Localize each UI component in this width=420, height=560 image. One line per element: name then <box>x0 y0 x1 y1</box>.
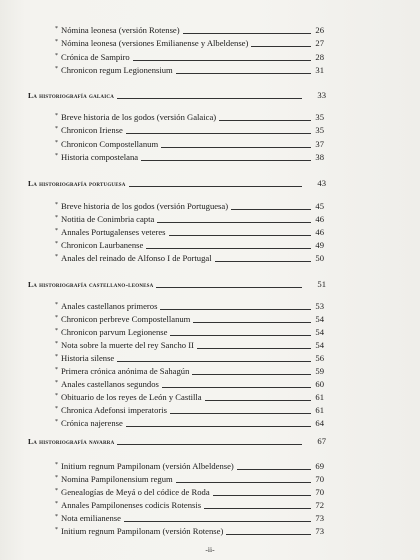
entry-title: Nomina Pampilonensium regum <box>61 474 173 484</box>
toc-entry <box>0 352 420 365</box>
page-ref: 73 <box>315 526 324 536</box>
dot-leader <box>141 160 311 161</box>
page-ref: 28 <box>315 52 324 62</box>
toc-entry <box>0 300 420 313</box>
bullet-marker: * <box>55 315 58 321</box>
entry-title: Crónica de Sampiro <box>61 52 130 62</box>
entry-title: Anales castellanos primeros <box>61 301 158 311</box>
bullet-marker: * <box>55 462 58 468</box>
dot-leader <box>204 508 311 509</box>
bullet-marker: * <box>55 254 58 260</box>
entry-title: Genealogías de Meyá o del códice de Roda <box>61 487 210 497</box>
page-ref: 49 <box>315 240 324 250</box>
entry-title: Chronicon perbreve Compostellanum <box>61 314 191 324</box>
entry-title: Initium regnum Pampilonam (versión Rotense) <box>61 526 224 536</box>
bullet-marker: * <box>55 367 58 373</box>
bullet-marker: * <box>55 53 58 59</box>
entry-title: Chronicon parvum Legionense <box>61 327 168 337</box>
dot-leader <box>170 413 311 414</box>
toc-entry <box>0 213 420 226</box>
toc-entry <box>0 378 420 391</box>
entry-title: Chronica Adefonsi imperatoris <box>61 405 167 415</box>
page-ref: 64 <box>315 418 324 428</box>
section-title: La historiografía castellano-leonesa <box>28 280 154 289</box>
dot-leader <box>156 287 302 288</box>
toc-entry <box>0 512 420 525</box>
bullet-marker: * <box>55 113 58 119</box>
page-ref: 38 <box>315 152 324 162</box>
bullet-marker: * <box>55 501 58 507</box>
page-ref: 70 <box>315 474 324 484</box>
dot-leader <box>193 322 311 323</box>
bullet-marker: * <box>55 380 58 386</box>
page-ref: 50 <box>315 253 324 263</box>
page-ref: 54 <box>315 327 324 337</box>
dot-leader <box>161 147 311 148</box>
toc-entry <box>0 473 420 486</box>
bullet-marker: * <box>55 26 58 32</box>
toc-entry <box>0 365 420 378</box>
entry-title: Anales del reinado de Alfonso I de Portugal <box>61 253 212 263</box>
dot-leader <box>162 387 311 388</box>
page-ref: 60 <box>315 379 324 389</box>
toc-entry <box>0 239 420 252</box>
bullet-marker: * <box>55 328 58 334</box>
page-ref: 54 <box>315 340 324 350</box>
page-ref: 45 <box>315 201 324 211</box>
entry-title: Nómina leonesa (versión Rotense) <box>61 25 180 35</box>
dot-leader <box>126 426 311 427</box>
page-ref: 31 <box>315 65 324 75</box>
page-ref: 33 <box>317 90 326 100</box>
dot-leader <box>160 309 311 310</box>
dot-leader <box>205 400 311 401</box>
page-ref: 26 <box>315 25 324 35</box>
toc-entry <box>0 226 420 239</box>
page-ref: 51 <box>317 279 326 289</box>
page-ref: 72 <box>315 500 324 510</box>
dot-leader <box>169 235 311 236</box>
bullet-marker: * <box>55 341 58 347</box>
entry-title: Chronicon regum Legionensium <box>61 65 173 75</box>
dot-leader <box>213 495 311 496</box>
entry-title: Anales castellanos segundos <box>61 379 159 389</box>
toc-entry <box>0 64 420 77</box>
toc-entry <box>0 111 420 124</box>
page-ref: 27 <box>315 38 324 48</box>
bullet-marker: * <box>55 126 58 132</box>
page-ref: 61 <box>315 392 324 402</box>
page-ref: 61 <box>315 405 324 415</box>
toc-entry <box>0 404 420 417</box>
dot-leader <box>215 261 311 262</box>
entry-title: Crónica najerense <box>61 418 123 428</box>
entry-title: Nómina leonesa (versiones Emilianense y Albeldense) <box>61 38 249 48</box>
bullet-marker: * <box>55 202 58 208</box>
toc-entry <box>0 417 420 430</box>
dot-leader <box>219 120 311 121</box>
page-ref: 35 <box>315 125 324 135</box>
toc-entry <box>0 151 420 164</box>
bullet-marker: * <box>55 140 58 146</box>
entry-title: Breve historia de los godos (versión Portuguesa) <box>61 201 229 211</box>
dot-leader <box>126 133 311 134</box>
entry-title: Obituario de los reyes de León y Castilla <box>61 392 202 402</box>
bullet-marker: * <box>55 354 58 360</box>
toc-entry <box>0 37 420 50</box>
bullet-marker: * <box>55 215 58 221</box>
dot-leader <box>176 482 311 483</box>
dot-leader <box>124 521 311 522</box>
section-title: La historiografía navarra <box>28 437 115 446</box>
bullet-marker: * <box>55 241 58 247</box>
entry-title: Nota emilianense <box>61 513 121 523</box>
bullet-marker: * <box>55 228 58 234</box>
dot-leader <box>231 209 311 210</box>
entry-title: Chronicon Iriense <box>61 125 123 135</box>
toc-entry <box>0 252 420 265</box>
toc-entry <box>0 51 420 64</box>
toc-entry <box>0 313 420 326</box>
page-ref: 35 <box>315 112 324 122</box>
entry-title: Chronicon Laurbanense <box>61 240 144 250</box>
dot-leader <box>183 33 311 34</box>
page-ref: 43 <box>317 178 326 188</box>
toc-entry <box>0 499 420 512</box>
dot-leader <box>226 534 311 535</box>
entry-title: Historia silense <box>61 353 115 363</box>
dot-leader <box>157 222 311 223</box>
dot-leader <box>192 374 311 375</box>
bullet-marker: * <box>55 419 58 425</box>
toc-entry <box>0 339 420 352</box>
dot-leader <box>197 348 311 349</box>
toc-section-heading <box>0 177 420 190</box>
toc-entry <box>0 200 420 213</box>
toc-section-heading <box>0 435 420 448</box>
bullet-marker: * <box>55 488 58 494</box>
bullet-marker: * <box>55 302 58 308</box>
page-ref: 54 <box>315 314 324 324</box>
dot-leader <box>117 361 311 362</box>
page-ref: 73 <box>315 513 324 523</box>
toc-entry <box>0 460 420 473</box>
dot-leader <box>176 73 311 74</box>
page-ref: 69 <box>315 461 324 471</box>
page-ref: 59 <box>315 366 324 376</box>
page-ref: 56 <box>315 353 324 363</box>
bullet-marker: * <box>55 66 58 72</box>
dot-leader <box>129 186 302 187</box>
toc-entry <box>0 138 420 151</box>
section-title: La historiografía galaica <box>28 91 115 100</box>
page-number: -ii- <box>205 545 215 554</box>
entry-title: Primera crónica anónima de Sahagún <box>61 366 190 376</box>
page-ref: 67 <box>317 436 326 446</box>
dot-leader <box>251 46 311 47</box>
bullet-marker: * <box>55 406 58 412</box>
entry-title: Breve historia de los godos (versión Galaica) <box>61 112 217 122</box>
page-ref: 70 <box>315 487 324 497</box>
dot-leader <box>117 444 302 445</box>
bullet-marker: * <box>55 153 58 159</box>
dot-leader <box>117 98 302 99</box>
toc-entry <box>0 391 420 404</box>
bullet-marker: * <box>55 39 58 45</box>
entry-title: Historia compostelana <box>61 152 139 162</box>
bullet-marker: * <box>55 475 58 481</box>
entry-title: Notitia de Conimbria capta <box>61 214 155 224</box>
dot-leader <box>237 469 311 470</box>
page-ref: 53 <box>315 301 324 311</box>
toc-entry <box>0 525 420 538</box>
dot-leader <box>146 248 311 249</box>
dot-leader <box>133 60 311 61</box>
entry-title: Initium regnum Pampilonam (versión Albeldense) <box>61 461 234 471</box>
dot-leader <box>170 335 311 336</box>
page-ref: 37 <box>315 139 324 149</box>
bullet-marker: * <box>55 527 58 533</box>
section-title: La historiografía portuguesa <box>28 179 126 188</box>
page-ref: 46 <box>315 227 324 237</box>
toc-entry <box>0 326 420 339</box>
entry-title: Annales Portugalenses veteres <box>61 227 166 237</box>
toc-section-heading <box>0 89 420 102</box>
page-ref: 46 <box>315 214 324 224</box>
bullet-marker: * <box>55 393 58 399</box>
entry-title: Chronicon Compostellanum <box>61 139 159 149</box>
entry-title: Annales Pampilonenses codicis Rotensis <box>61 500 202 510</box>
toc-entry <box>0 124 420 137</box>
toc-entry <box>0 486 420 499</box>
entry-title: Nota sobre la muerte del rey Sancho II <box>61 340 194 350</box>
toc-entry <box>0 24 420 37</box>
toc-section-heading <box>0 278 420 291</box>
bullet-marker: * <box>55 514 58 520</box>
